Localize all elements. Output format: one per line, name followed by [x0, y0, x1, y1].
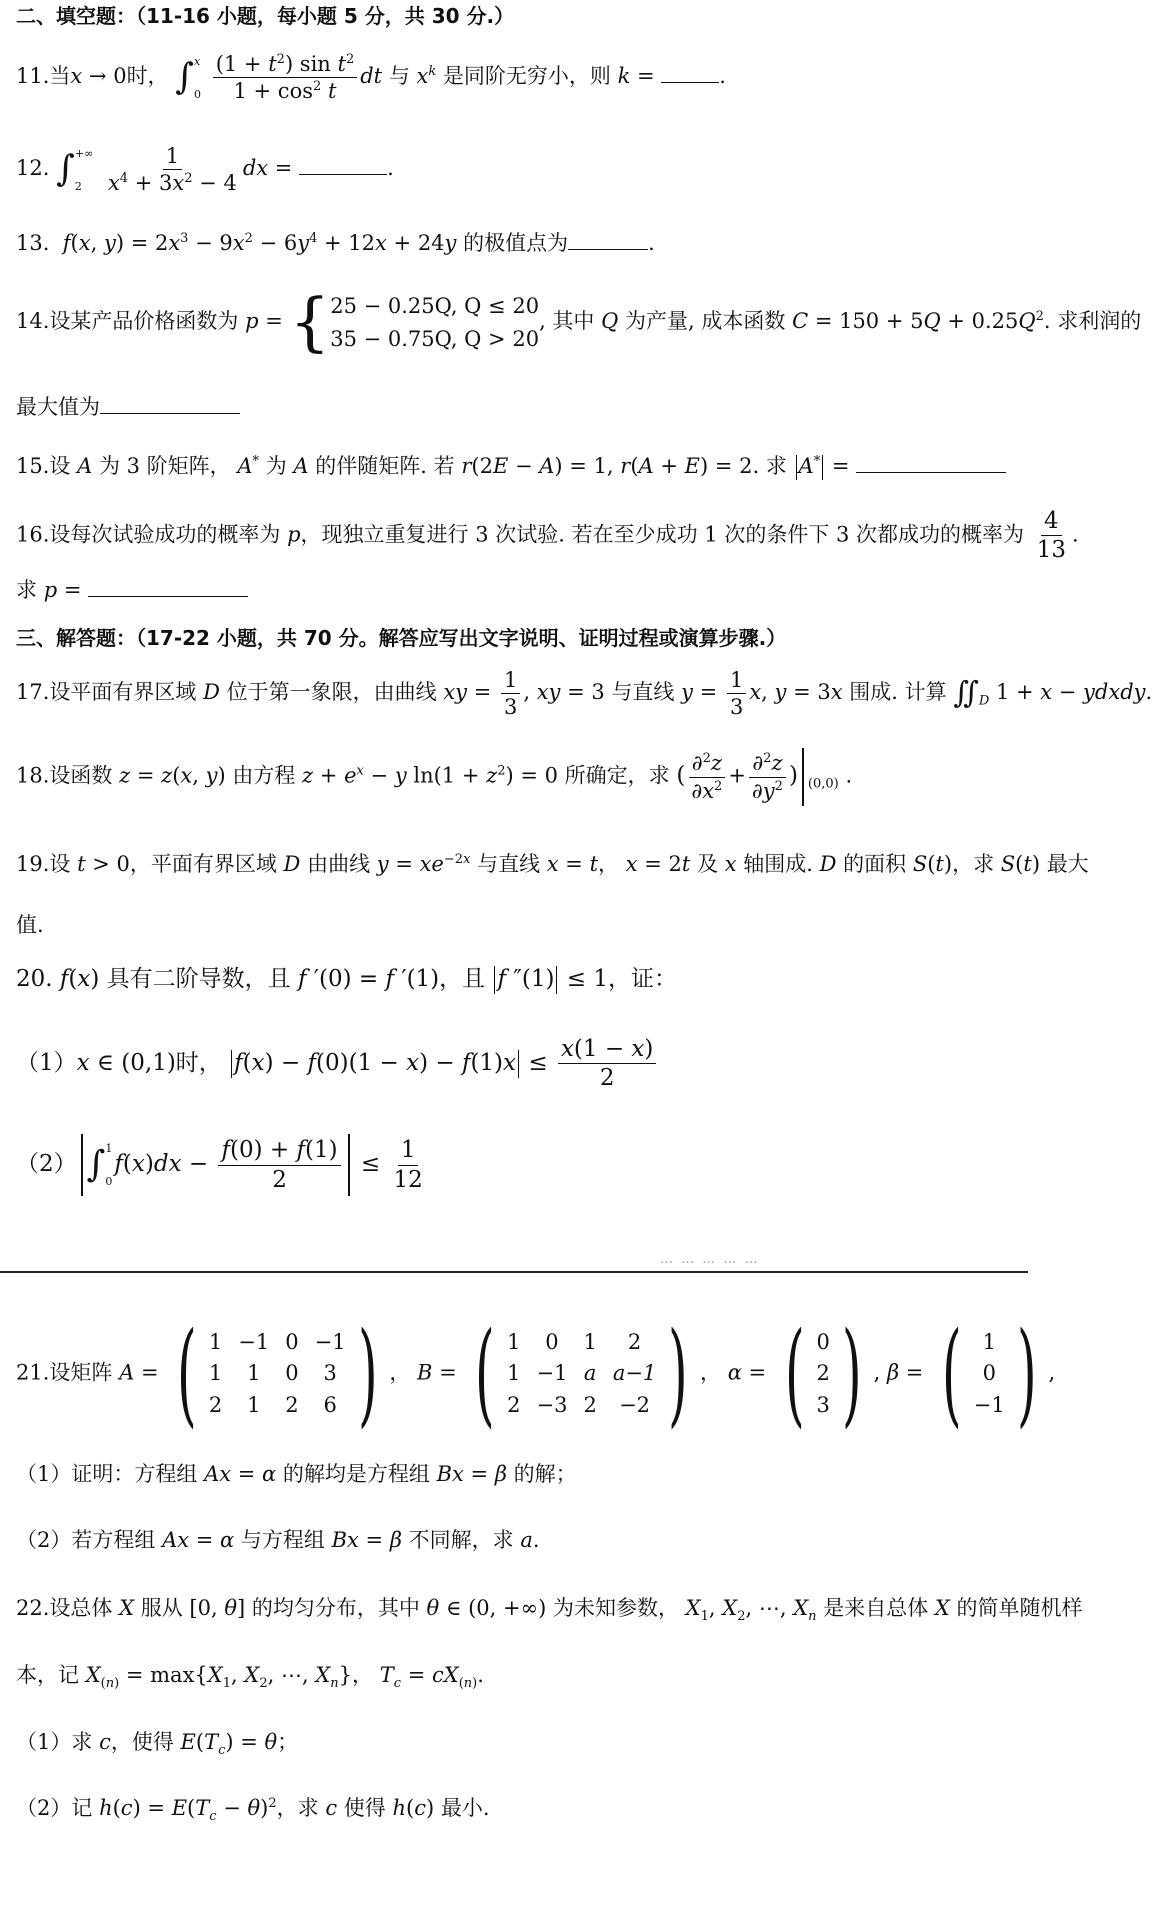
vector-beta: ( 1 0 −1 ): [942, 1309, 1037, 1439]
answer-blank[interactable]: [88, 575, 248, 597]
question-18: 18.设函数 z = z(x, y) 由方程 $z + e^x - y$ $\ln(1 + z^2) = 0$ 所确定，求 ( $\frac{\partial^2z}{\partial x^2}$ + $\frac{\partial^2z}{\partial y^2}$ ) $_{(0,0)}$ .: [16, 748, 852, 806]
matrix-entry: −2: [619, 1392, 651, 1417]
question-14-continued: 最大值为: [16, 392, 240, 420]
matrix-entry: 2: [816, 1361, 830, 1386]
matrix-entry: a−1: [612, 1361, 657, 1386]
question-21-part-2: （2）若方程组 Ax = α 与方程组 Bx = β 不同解，求 a.: [16, 1528, 540, 1552]
question-21-part-1: （1）证明：方程组 Ax = α 的解均是方程组 Bx = β 的解；: [16, 1462, 577, 1486]
matrix-entry: 0: [982, 1361, 996, 1386]
matrix-entry: −3: [536, 1392, 568, 1417]
matrix-A: ( 1 −1 0 −1 1 1 0 3 2 1 2 6 ): [177, 1309, 378, 1439]
question-21: 21.设矩阵 A = ( 1 −1 0 −1 1 1 0 3 2 1 2 6 ) ， B = ( 1 0 1 2 1 −1 a a−1 2 −3 2 −2 ) ， α = ( 0 2 3 ) , β = ( 1 0 −1 ) ,: [16, 1309, 1056, 1439]
matrix-entry: 1: [507, 1361, 521, 1386]
matrix-entry: −1: [536, 1361, 568, 1386]
section-heading-solve: 三、解答题：（17-22 小题，共 70 分。解答应写出文字说明、证明过程或演算步骤.）: [16, 626, 787, 650]
matrix-entry: 2: [285, 1392, 299, 1417]
matrix-entry: 1: [507, 1330, 521, 1355]
answer-blank[interactable]: [100, 392, 240, 414]
matrix-entry: 1: [583, 1330, 597, 1355]
question-22-part-1: （1）求 c，使得 $E(T_c) = \theta$；: [16, 1730, 299, 1759]
matrix-entry: 0: [545, 1330, 559, 1355]
question-20: 20. f(x) 具有二阶导数，且 f ′(0) = f ′(1)，且 f ″(1) ≤ 1，证：: [16, 966, 677, 992]
question-17: 17.设平面有界区域 D 位于第一象限，由曲线 xy = $\frac{1}{3}$ , xy = 3 与直线 y = $\frac{1}{3}$ x, y = 3x 围成. 计算 $∬_D$ 1 + x − ydxdy.: [16, 668, 1152, 720]
question-16: 16.设每次试验成功的概率为 p，现独立重复进行 3 次试验. 若在至少成功 1 次的条件下 3 次都成功的概率为 $\frac{4}{13}$ .: [16, 508, 1079, 564]
matrix-entry: −1: [314, 1330, 346, 1355]
answer-blank[interactable]: [568, 228, 648, 250]
matrix-entry: 0: [285, 1330, 299, 1355]
question-12: 12. ∫ +∞ 2 $\frac{1}{x^4 + 3x^2 - 4}$ dx = .: [16, 144, 394, 196]
matrix-B: ( 1 0 1 2 1 −1 a a−1 2 −3 2 −2 ): [475, 1309, 688, 1439]
matrix-entry: 6: [323, 1392, 337, 1417]
question-19: 19.设 t > 0，平面有界区域 D 由曲线 $y = xe^{-2x}$ 与直线 x = t， x = 2t 及 x 轴围成. D 的面积 S(t)，求 S(t) 最大: [16, 852, 1089, 876]
matrix-entry: a: [583, 1361, 597, 1386]
question-20-part-1: （1）x ∈ (0,1)时， f(x) − f(0)(1 − x) − f(1)x ≤ $\frac{x(1 - x)}{2}$: [16, 1036, 659, 1092]
question-16-continued: 求 p =: [16, 575, 248, 603]
question-11: 11.当x → 0时， ∫ x 0 $\frac{(1 + t^2) \sin t^2}{1 + \cos^2 t}$ dt 与 $x^k$ 是同阶无穷小，则 k = .: [16, 52, 726, 104]
question-15: 15.设 A 为 3 阶矩阵， A* 为 A 的伴随矩阵. 若 r(2E − A) = 1, r(A + E) = 2. 求 A* =: [16, 451, 1006, 480]
matrix-entry: 1: [247, 1361, 261, 1386]
question-22-continued: 本，记 $X_{(n)} = \max\{X_1$, $X_2$, ⋯, $X_n$}， $T_c = cX_{(n)}$.: [16, 1663, 484, 1692]
matrix-entry: 1: [982, 1330, 996, 1355]
matrix-entry: 1: [208, 1361, 223, 1386]
matrix-entry: 0: [285, 1361, 299, 1386]
answer-blank[interactable]: [856, 451, 1006, 473]
vector-alpha: ( 0 2 3 ): [784, 1309, 862, 1439]
matrix-entry: −1: [238, 1330, 270, 1355]
matrix-entry: 3: [816, 1392, 830, 1417]
matrix-entry: 1: [247, 1392, 261, 1417]
answer-blank[interactable]: [299, 153, 387, 175]
matrix-entry: 1: [208, 1330, 223, 1355]
matrix-entry: 2: [627, 1330, 642, 1355]
matrix-entry: 2: [208, 1392, 223, 1417]
question-19-continued: 值.: [16, 913, 44, 937]
matrix-entry: 0: [816, 1330, 830, 1355]
question-14: 14.设某产品价格函数为 p = { 25 − 0.25Q, Q ≤ 20 35 − 0.75Q, Q > 20 , 其中 Q 为产量, 成本函数 $C = 150 + 5Q + 0.25Q^2$. 求利润的: [16, 285, 1142, 360]
question-22: 22.设总体 X 服从 [0, θ] 的均匀分布，其中 θ ∈ (0, +∞) 为未知参数， $X_1$, $X_2$, ⋯, $X_n$ 是来自总体 X 的简单随机样: [16, 1596, 1083, 1625]
question-20-part-2: （2） ∫ 1 0 f(x)dx − $\frac{f(0) + f(1)}{2}$ ≤ $\frac{1}{12}$: [16, 1134, 429, 1196]
section-heading-fill-in: 二、填空题：（11-16 小题，每小题 5 分，共 30 分.）: [16, 4, 515, 28]
matrix-entry: −1: [973, 1392, 1005, 1417]
question-22-part-2: （2）记 $h(c) = E(T_c - \theta)^2$，求 c 使得 h(c) 最小.: [16, 1796, 490, 1825]
answer-blank[interactable]: [661, 61, 719, 83]
matrix-entry: 3: [323, 1361, 337, 1386]
page-divider: [0, 1271, 1028, 1273]
matrix-entry: 2: [507, 1392, 521, 1417]
question-13: 13. f(x, $y) = 2x^3 - 9x^2 - 6y^4 + 12x + 24y$ 的极值点为 .: [16, 228, 655, 256]
matrix-entry: 2: [583, 1392, 597, 1417]
smeared-text-fragment: … … … … …: [660, 1252, 760, 1267]
